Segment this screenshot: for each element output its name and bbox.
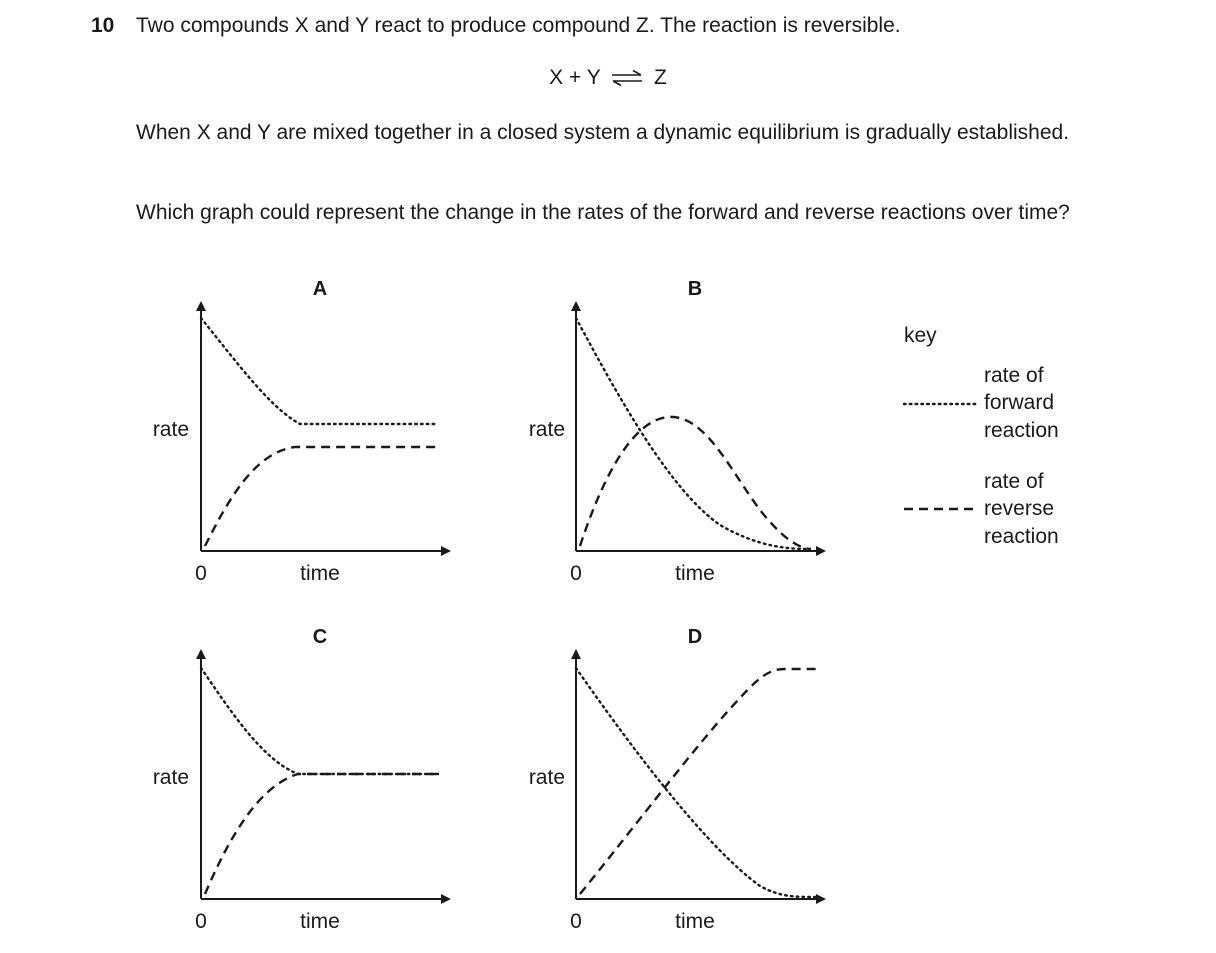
graph-d-forward-line	[576, 668, 815, 897]
graph-a-origin: 0	[195, 562, 207, 585]
graph-d-label: D	[687, 626, 703, 648]
key-forward-line1: rate of	[984, 364, 1044, 387]
question-intro: Two compounds X and Y react to produce compound Z. The reaction is reversible.	[136, 14, 901, 37]
graph-a-y-label: rate	[152, 418, 189, 441]
key-reverse-line2: reverse	[984, 497, 1055, 520]
graph-d-x-label: time	[675, 910, 715, 933]
graph-d-y-label: rate	[528, 766, 565, 789]
graph-c-x-label: time	[300, 910, 340, 933]
graph-d-origin: 0	[570, 910, 582, 933]
question-paragraph-1: When X and Y are mixed together in a closed system a dynamic equilibrium is gradually established.	[136, 121, 1070, 144]
key-reverse-line3: reaction	[984, 525, 1059, 548]
graph-a-x-label: time	[300, 562, 340, 585]
graph-b-y-label: rate	[528, 418, 565, 441]
graph-b-reverse-line	[580, 417, 810, 549]
graph-d	[529, 626, 824, 933]
graph-b	[529, 278, 824, 585]
question-number: 10	[91, 14, 115, 37]
graph-c	[153, 626, 449, 933]
graph-key	[904, 324, 1059, 548]
equation-reactants: X + Y	[549, 66, 601, 89]
key-reverse-line1: rate of	[984, 470, 1044, 493]
graph-b-label: B	[687, 278, 703, 300]
graph-a-reverse-line	[205, 447, 438, 546]
graph-b-x-label: time	[675, 562, 715, 585]
key-forward-line3: reaction	[984, 419, 1059, 442]
graph-c-y-label: rate	[152, 766, 189, 789]
graph-a-forward-line	[201, 318, 438, 424]
question-paragraph-2: Which graph could represent the change in the rates of the forward and reverse reactions over time?	[136, 201, 1070, 224]
graph-a-label: A	[312, 278, 328, 300]
graph-c-reverse-line	[205, 774, 438, 894]
graph-c-forward-line	[201, 668, 438, 774]
key-forward-line2: forward	[984, 391, 1055, 414]
graph-a	[153, 278, 449, 585]
graph-c-origin: 0	[195, 910, 207, 933]
graph-c-label: C	[312, 626, 328, 648]
graph-b-origin: 0	[570, 562, 582, 585]
graph-d-reverse-line	[580, 669, 818, 894]
graph-b-forward-line	[576, 318, 810, 549]
key-title: key	[904, 324, 937, 347]
equation-product: Z	[654, 66, 667, 89]
